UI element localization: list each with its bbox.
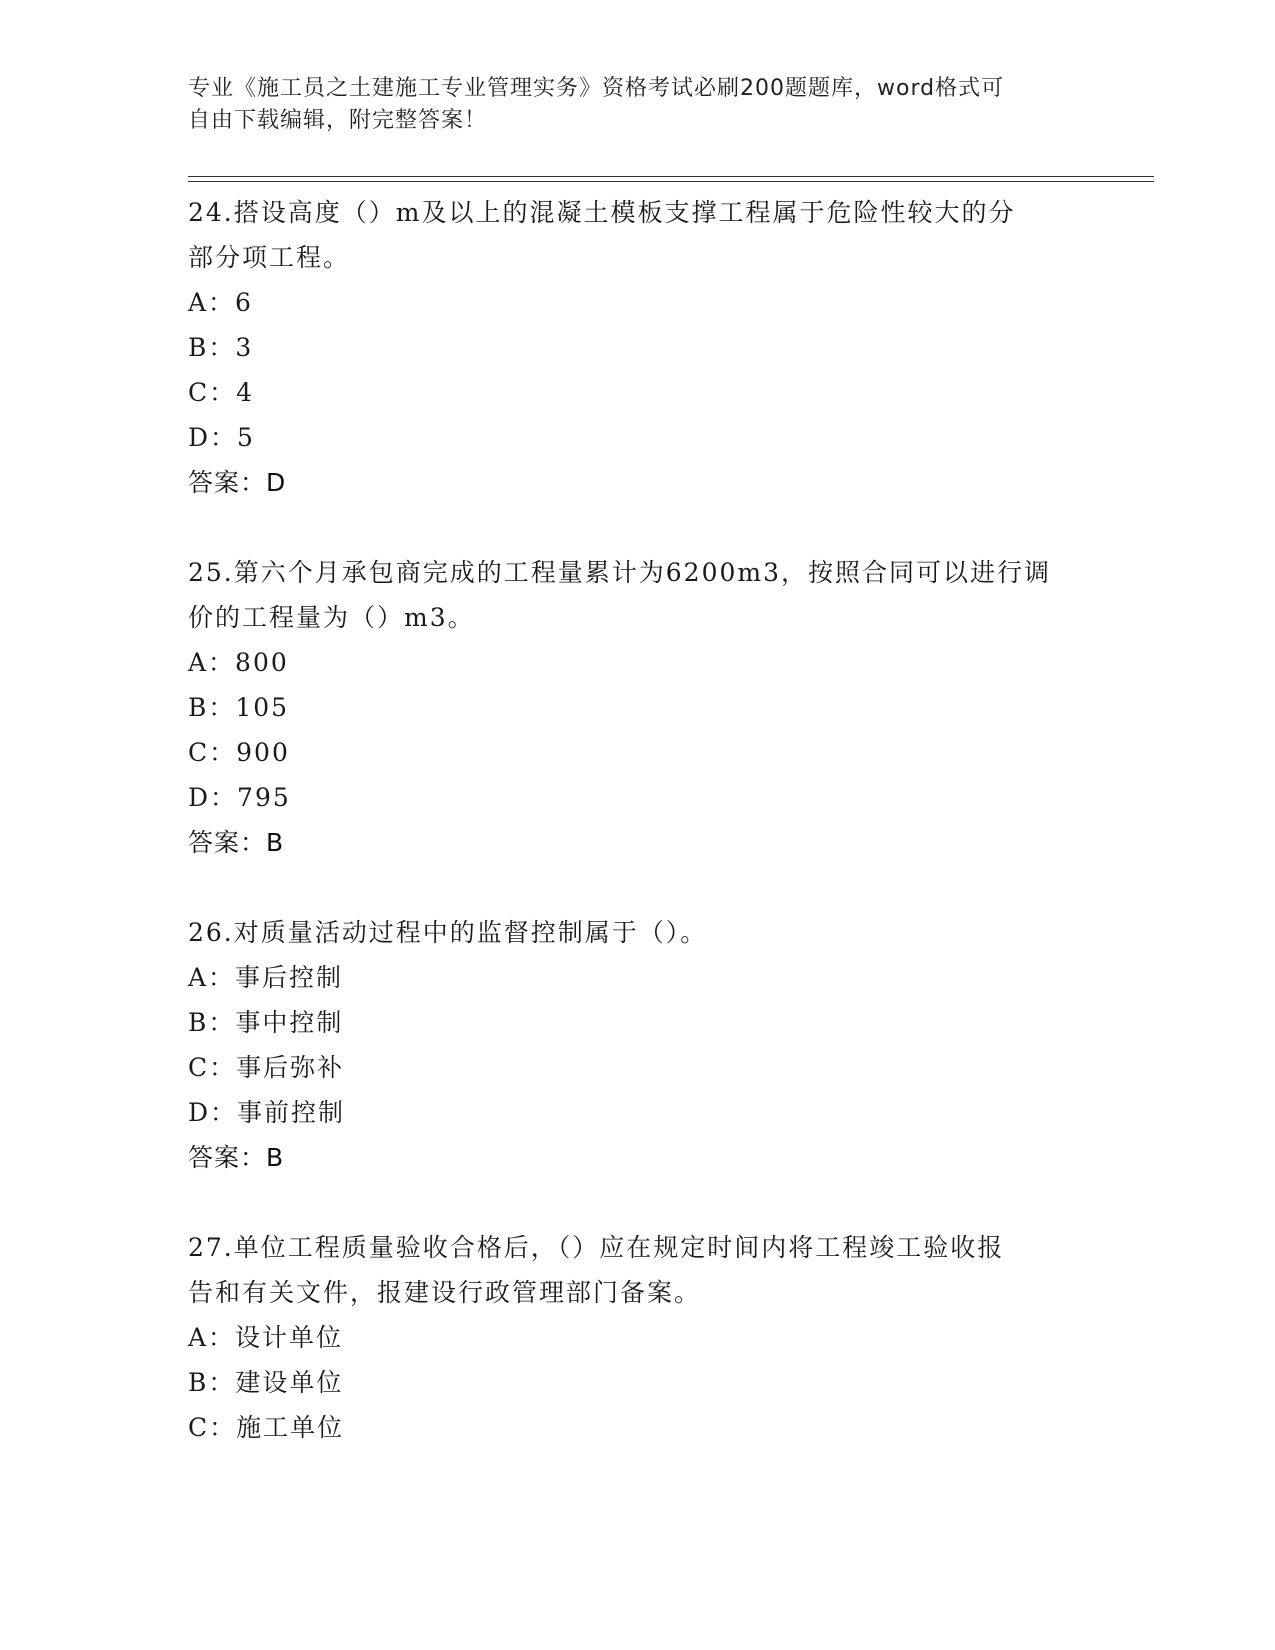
option-b: B：建设单位 [188, 1368, 344, 1397]
question-stem-line: 25.第六个月承包商完成的工程量累计为6200m3，按照合同可以进行调 [188, 558, 1051, 587]
question-27 [188, 1225, 1108, 1450]
question-stem [188, 550, 1108, 640]
question-stem-line: 24.搭设高度（）m及以上的混凝土模板支撑工程属于危险性较大的分 [188, 198, 1016, 227]
question-spacer [188, 1180, 1108, 1225]
option-a: A：6 [188, 288, 253, 317]
question-stem-line: 27.单位工程质量验收合格后，（）应在规定时间内将工程竣工验收报 [188, 1233, 1005, 1262]
header-divider-bottom [188, 181, 1154, 182]
answer-line: 答案：B [188, 828, 285, 857]
question-24 [188, 190, 1108, 505]
header-title-line-2: 自由下载编辑，附完整答案！ [188, 108, 488, 133]
header-title-line-1: 专业《施工员之土建施工专业管理实务》资格考试必刷200题题库，word格式可 [188, 76, 1005, 101]
question-26 [188, 910, 1108, 1180]
question-spacer [188, 505, 1108, 550]
option-a: A：事后控制 [188, 963, 344, 992]
question-stem-line: 价的工程量为（）m3。 [188, 603, 475, 632]
question-stem-line: 26.对质量活动过程中的监督控制属于（）。 [188, 918, 708, 947]
option-d: D：事前控制 [188, 1098, 346, 1127]
answer-line: 答案：D [188, 468, 287, 497]
option-c: C：施工单位 [188, 1413, 345, 1442]
document-header [188, 73, 1068, 137]
header-divider-top [188, 176, 1154, 177]
option-a: A：800 [188, 648, 289, 677]
question-stem [188, 910, 1108, 955]
question-list [188, 190, 1108, 1450]
option-d: D：5 [188, 423, 255, 452]
question-25 [188, 550, 1108, 865]
option-c: C：事后弥补 [188, 1053, 345, 1082]
option-b: B：3 [188, 333, 254, 362]
option-c: C：900 [188, 738, 290, 767]
question-spacer [188, 865, 1108, 910]
question-stem [188, 190, 1108, 280]
question-stem-line: 告和有关文件，报建设行政管理部门备案。 [188, 1278, 702, 1307]
option-b: B：105 [188, 693, 290, 722]
option-c: C：4 [188, 378, 255, 407]
option-a: A：设计单位 [188, 1323, 344, 1352]
answer-line: 答案：B [188, 1143, 285, 1172]
option-d: D：795 [188, 783, 291, 812]
question-stem-line: 部分项工程。 [188, 243, 351, 272]
option-b: B：事中控制 [188, 1008, 344, 1037]
question-stem [188, 1225, 1108, 1315]
